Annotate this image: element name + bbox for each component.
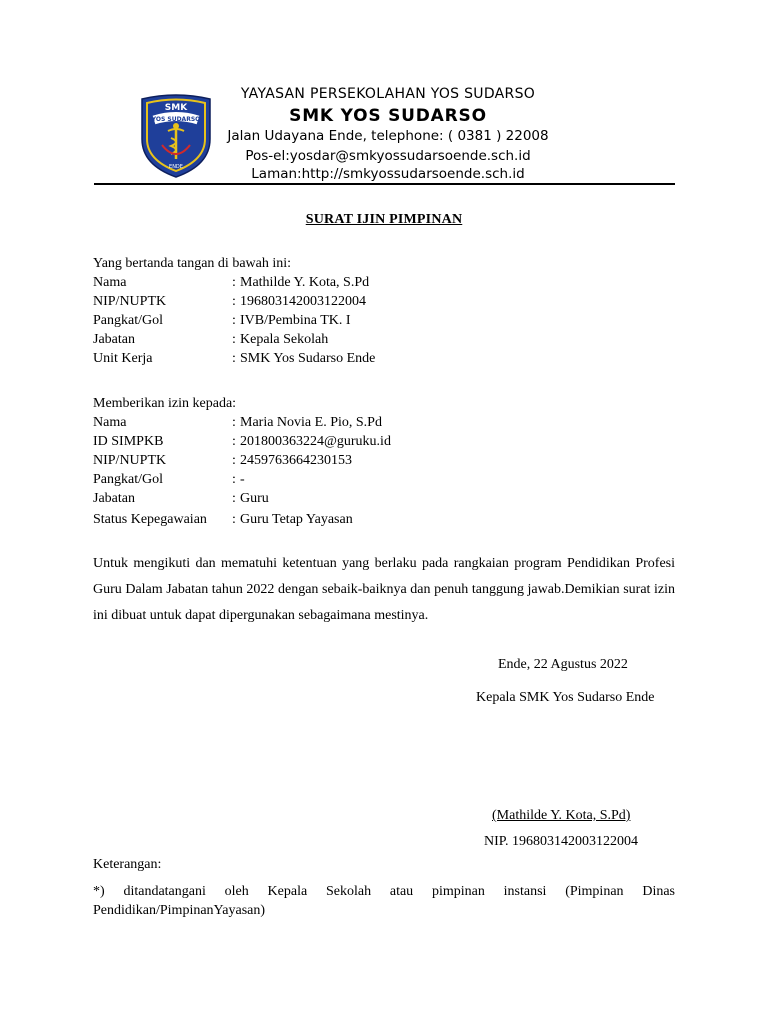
field-label: Pangkat/Gol xyxy=(93,313,163,328)
school-name: SMK YOS SUDARSO xyxy=(289,106,487,126)
field-label: Jabatan xyxy=(93,332,135,347)
signatory-name: (Mathilde Y. Kota, S.Pd) xyxy=(492,808,631,823)
field-value: Guru xyxy=(240,491,269,506)
field-label: Nama xyxy=(93,415,127,430)
notes-text: *) ditandatangani oleh Kepala Sekolah atau pimpinan instansi (Pimpinan Dinas Pendidikan/PimpinanYayasan) xyxy=(93,884,675,918)
field-label: Status Kepegawaian xyxy=(93,512,207,527)
school-logo xyxy=(138,93,214,179)
school-website: Laman:http://smkyossudarsoende.sch.id xyxy=(251,166,525,182)
field-value: IVB/Pembina TK. I xyxy=(240,313,351,328)
field-colon: : xyxy=(232,313,236,328)
field-value: 196803142003122004 xyxy=(240,294,366,309)
field-label: ID SIMPKB xyxy=(93,434,164,449)
field-label: NIP/NUPTK xyxy=(93,294,167,309)
signer-intro: Yang bertanda tangan di bawah ini: xyxy=(93,256,292,271)
field-colon: : xyxy=(232,453,236,468)
field-label: Nama xyxy=(93,275,127,290)
field-label: NIP/NUPTK xyxy=(93,453,167,468)
field-colon: : xyxy=(232,415,236,430)
field-label: Unit Kerja xyxy=(93,351,153,366)
field-colon: : xyxy=(232,275,236,290)
field-label: Pangkat/Gol xyxy=(93,472,163,487)
signatory-nip: NIP. 196803142003122004 xyxy=(484,834,639,849)
letterhead-divider xyxy=(94,183,675,185)
notes-heading: Keterangan: xyxy=(93,857,162,872)
field-value: SMK Yos Sudarso Ende xyxy=(240,351,376,366)
signatory-position: Kepala SMK Yos Sudarso Ende xyxy=(476,690,655,705)
logo-text-mid: YOS SUDARSO xyxy=(151,116,201,123)
logo-text-top: SMK xyxy=(164,103,188,113)
body-paragraph: Untuk mengikuti dan mematuhi ketentuan yang berlaku pada rangkaian program Pendidikan Profesi Guru Dalam Jabatan tahun 2022 dengan sebaik-baiknya dan penuh tanggung jawab.Demikian surat izin ini dibuat untuk dapat dipergunakan sebagaimana mestinya. xyxy=(93,556,675,623)
field-colon: : xyxy=(232,491,236,506)
field-colon: : xyxy=(232,332,236,347)
school-address: Jalan Udayana Ende, telephone: ( 0381 ) 22008 xyxy=(227,128,549,144)
field-value: Kepala Sekolah xyxy=(240,332,329,347)
field-colon: : xyxy=(232,472,236,487)
foundation-name: YAYASAN PERSEKOLAHAN YOS SUDARSO xyxy=(240,86,536,102)
field-value: Mathilde Y. Kota, S.Pd xyxy=(240,275,370,290)
field-value: Maria Novia E. Pio, S.Pd xyxy=(240,415,382,430)
field-label: Jabatan xyxy=(93,491,135,506)
field-value: 2459763664230153 xyxy=(240,453,352,468)
field-colon: : xyxy=(232,512,236,527)
field-colon: : xyxy=(232,351,236,366)
logo-text-bottom: ENDE xyxy=(169,164,183,170)
recipient-intro: Memberikan izin kepada: xyxy=(93,396,237,411)
field-colon: : xyxy=(232,294,236,309)
field-value: - xyxy=(240,472,245,487)
field-colon: : xyxy=(232,434,236,449)
place-date: Ende, 22 Agustus 2022 xyxy=(498,657,628,672)
letter-title: SURAT IJIN PIMPINAN xyxy=(305,212,463,227)
field-value: 201800363224@guruku.id xyxy=(240,434,391,449)
school-email: Pos-el:yosdar@smkyossudarsoende.sch.id xyxy=(245,148,531,164)
field-value: Guru Tetap Yayasan xyxy=(240,512,353,527)
